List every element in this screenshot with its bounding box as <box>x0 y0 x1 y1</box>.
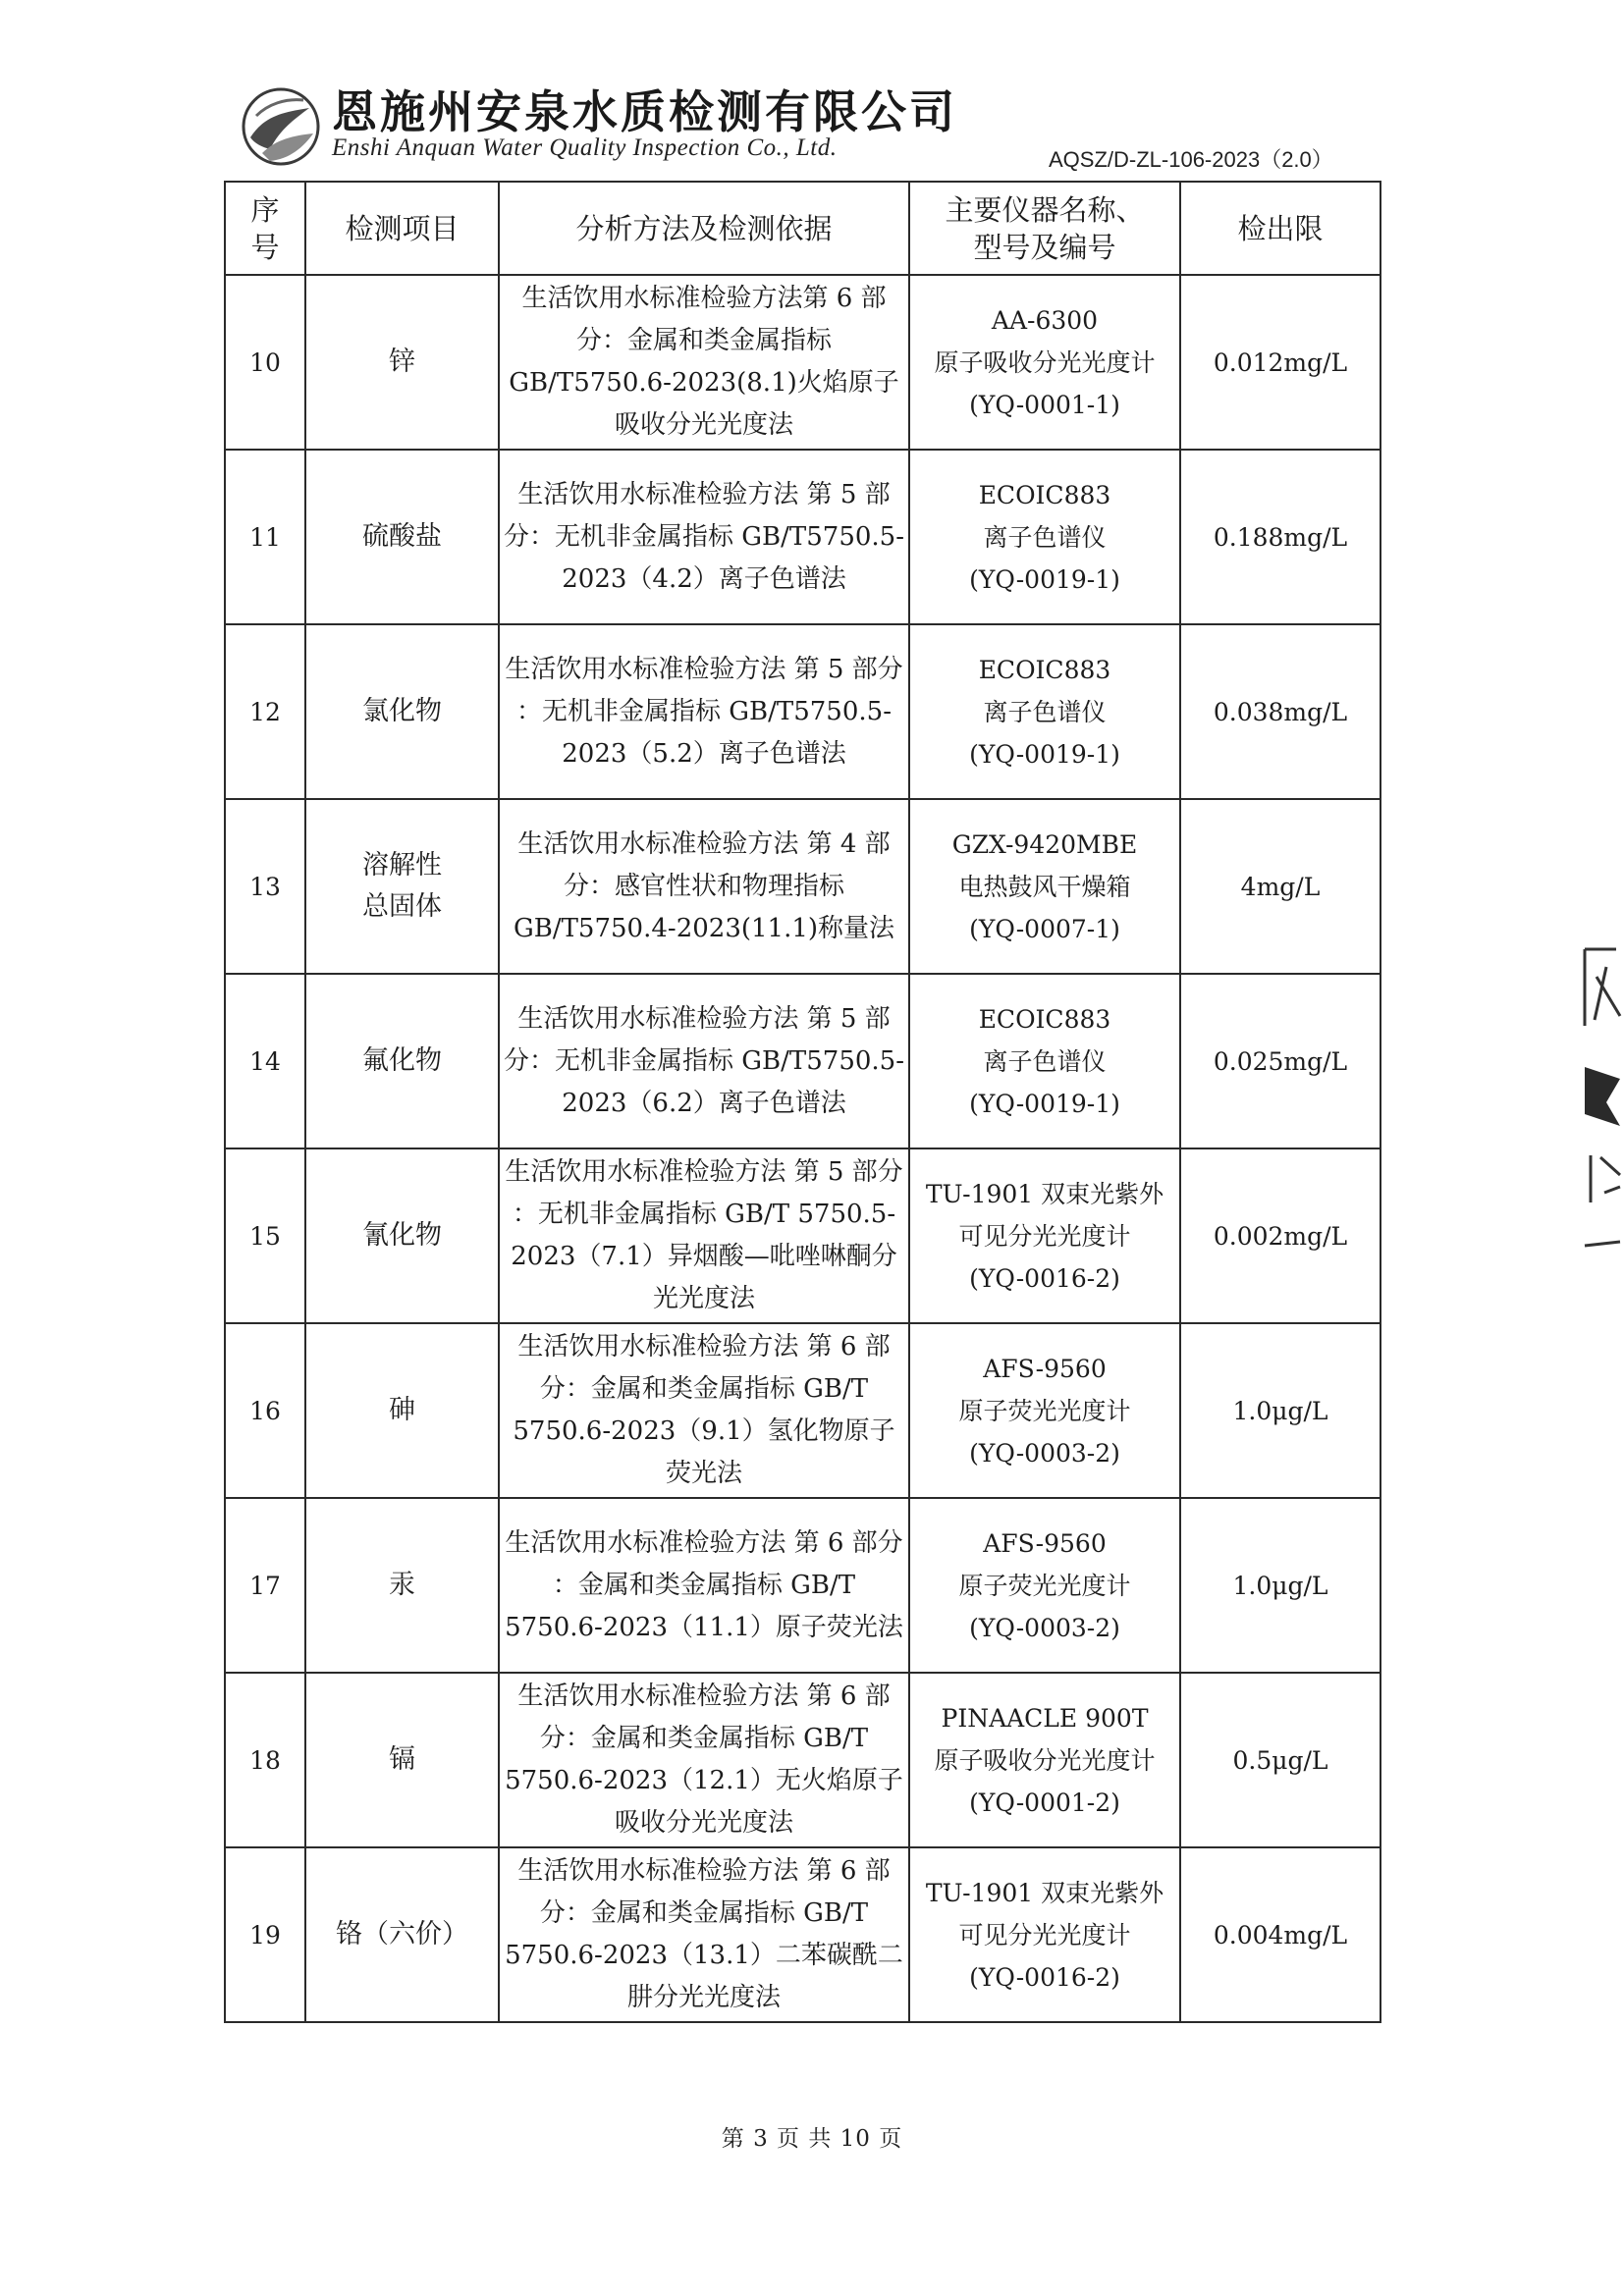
analysis-method-text: 生活饮用水标准检验方法 第 4 部分：感官性状和物理指标 GB/T5750.4-2023(11.1)称量法 <box>513 828 895 943</box>
analysis-method-cell <box>499 450 909 624</box>
row-number-text: 12 <box>249 697 281 726</box>
detection-limit-cell <box>1180 624 1380 799</box>
instrument-cell <box>909 799 1180 974</box>
test-methods-table <box>224 181 1381 2023</box>
instrument-cell <box>909 1847 1180 2022</box>
instrument-cell <box>909 1148 1180 1323</box>
document-code: AQSZ/D-ZL-106-2023（2.0） <box>1049 147 1333 172</box>
table-header-row <box>225 182 1380 275</box>
analysis-method-text: 生活饮用水标准检验方法 第 5 部分 ：无机非金属指标 GB/T 5750.5-2023（7.1）异烟酸—吡唑啉酮分光光度法 <box>505 1157 903 1313</box>
company-name-en: Enshi Anquan Water Quality Inspection Co., Ltd. <box>332 134 838 161</box>
row-number-text: 15 <box>249 1221 281 1251</box>
row-number-cell <box>225 974 305 1148</box>
detection-limit-cell <box>1180 1323 1380 1498</box>
company-name-cn: 恩施州安泉水质检测有限公司 <box>332 85 957 138</box>
detection-limit-cell <box>1180 799 1380 974</box>
row-number-text: 18 <box>249 1745 281 1775</box>
table-row <box>225 275 1380 450</box>
instrument-text: PINAACLE 900T 原子吸收分光光度计 (YQ-0001-2) <box>934 1703 1156 1817</box>
test-item-cell <box>305 1673 499 1847</box>
analysis-method-text: 生活饮用水标准检验方法 第 6 部分：金属和类金属指标 GB/T 5750.6-2023（13.1）二苯碳酰二肼分光光度法 <box>505 1856 903 2012</box>
analysis-method-cell <box>499 624 909 799</box>
instrument-cell <box>909 1673 1180 1847</box>
row-number-text: 11 <box>249 522 281 552</box>
col-header-limit: 检出限 <box>1180 182 1380 275</box>
table-row <box>225 1148 1380 1323</box>
analysis-method-cell <box>499 1323 909 1498</box>
table-row <box>225 1323 1380 1498</box>
table-row <box>225 799 1380 974</box>
test-item-text: 汞 <box>389 1570 415 1600</box>
row-number-text: 14 <box>249 1046 281 1076</box>
detection-limit-cell <box>1180 275 1380 450</box>
instrument-cell <box>909 974 1180 1148</box>
instrument-text: ECOIC883 离子色谱仪 (YQ-0019-1) <box>969 480 1120 594</box>
company-logo-icon <box>241 86 321 167</box>
row-number-cell <box>225 1673 305 1847</box>
detection-limit-text: 0.012mg/L <box>1213 347 1348 377</box>
analysis-method-cell <box>499 1148 909 1323</box>
row-number-cell <box>225 275 305 450</box>
test-item-cell <box>305 1498 499 1673</box>
col-header-no: 序号 <box>225 182 305 275</box>
row-number-cell <box>225 450 305 624</box>
test-item-text: 氯化物 <box>362 696 442 726</box>
row-number-text: 17 <box>249 1571 281 1600</box>
instrument-text: AFS-9560 原子荧光光度计 (YQ-0003-2) <box>958 1528 1131 1642</box>
analysis-method-cell <box>499 799 909 974</box>
detection-limit-text: 0.188mg/L <box>1213 522 1348 552</box>
table-row <box>225 624 1380 799</box>
detection-limit-text: 0.002mg/L <box>1213 1221 1348 1251</box>
table-row <box>225 1673 1380 1847</box>
detection-limit-text: 1.0μg/L <box>1232 1571 1328 1600</box>
detection-limit-cell <box>1180 1847 1380 2022</box>
test-item-cell <box>305 799 499 974</box>
test-item-cell <box>305 450 499 624</box>
table-row <box>225 1498 1380 1673</box>
col-header-instrument: 主要仪器名称、型号及编号 <box>909 182 1180 275</box>
row-number-text: 19 <box>249 1920 281 1949</box>
row-number-text: 13 <box>249 872 281 901</box>
edge-stamp-fragment <box>1577 947 1624 1252</box>
analysis-method-text: 生活饮用水标准检验方法 第 6 部分：金属和类金属指标 GB/T 5750.6-2023（9.1）氢化物原子荧光法 <box>513 1332 895 1488</box>
detection-limit-cell <box>1180 450 1380 624</box>
page-number: 第 3 页 共 10 页 <box>721 2126 903 2152</box>
instrument-cell <box>909 1498 1180 1673</box>
instrument-cell <box>909 275 1180 450</box>
instrument-text: TU-1901 双束光紫外 可见分光光度计 (YQ-0016-2) <box>925 1878 1164 1992</box>
row-number-cell <box>225 1323 305 1498</box>
detection-limit-text: 4mg/L <box>1240 872 1321 901</box>
test-item-text: 砷 <box>389 1395 415 1425</box>
test-item-cell <box>305 1847 499 2022</box>
row-number-cell <box>225 1498 305 1673</box>
detection-limit-text: 1.0μg/L <box>1232 1396 1328 1425</box>
row-number-text: 10 <box>249 347 281 377</box>
test-item-cell <box>305 974 499 1148</box>
test-item-text: 铬（六价） <box>336 1919 468 1949</box>
instrument-cell <box>909 624 1180 799</box>
analysis-method-text: 生活饮用水标准检验方法第 6 部分：金属和类金属指标 GB/T5750.6-2023(8.1)火焰原子吸收分光光度法 <box>509 284 899 440</box>
detection-limit-cell <box>1180 1148 1380 1323</box>
analysis-method-cell <box>499 974 909 1148</box>
detection-limit-text: 0.025mg/L <box>1213 1046 1348 1076</box>
page-header <box>0 0 1624 182</box>
table-row <box>225 1847 1380 2022</box>
test-item-text: 镉 <box>389 1744 415 1775</box>
row-number-cell <box>225 1847 305 2022</box>
table-row <box>225 450 1380 624</box>
analysis-method-cell <box>499 1498 909 1673</box>
test-item-text: 氟化物 <box>362 1045 442 1076</box>
analysis-method-text: 生活饮用水标准检验方法 第 5 部分：无机非金属指标 GB/T5750.5-2023（4.2）离子色谱法 <box>504 479 905 594</box>
instrument-cell <box>909 450 1180 624</box>
row-number-cell <box>225 624 305 799</box>
instrument-cell <box>909 1323 1180 1498</box>
instrument-text: TU-1901 双束光紫外 可见分光光度计 (YQ-0016-2) <box>925 1179 1164 1293</box>
analysis-method-text: 生活饮用水标准检验方法 第 5 部分：无机非金属指标 GB/T5750.5-2023（6.2）离子色谱法 <box>504 1003 905 1118</box>
analysis-method-cell <box>499 275 909 450</box>
test-item-text: 溶解性 总固体 <box>362 850 442 922</box>
detection-limit-cell <box>1180 1498 1380 1673</box>
detection-limit-text: 0.038mg/L <box>1213 697 1348 726</box>
test-item-text: 锌 <box>389 347 415 377</box>
col-header-item: 检测项目 <box>305 182 499 275</box>
table-row <box>225 974 1380 1148</box>
analysis-method-text: 生活饮用水标准检验方法 第 6 部分 ：金属和类金属指标 GB/T 5750.6-2023（11.1）原子荧光法 <box>505 1527 903 1642</box>
instrument-text: AA-6300 原子吸收分光光度计 (YQ-0001-1) <box>934 305 1156 419</box>
test-item-cell <box>305 1148 499 1323</box>
test-item-cell <box>305 1323 499 1498</box>
analysis-method-text: 生活饮用水标准检验方法 第 5 部分 ：无机非金属指标 GB/T5750.5-2023（5.2）离子色谱法 <box>505 654 903 769</box>
test-item-text: 氰化物 <box>362 1220 442 1251</box>
col-header-method: 分析方法及检测依据 <box>499 182 909 275</box>
instrument-text: GZX-9420MBE 电热鼓风干燥箱 (YQ-0007-1) <box>951 829 1138 943</box>
row-number-cell <box>225 1148 305 1323</box>
detection-limit-text: 0.004mg/L <box>1213 1920 1348 1949</box>
detection-limit-cell <box>1180 1673 1380 1847</box>
detection-limit-text: 0.5μg/L <box>1232 1745 1328 1775</box>
instrument-text: ECOIC883 离子色谱仪 (YQ-0019-1) <box>969 1004 1120 1118</box>
test-item-text: 硫酸盐 <box>362 521 442 552</box>
instrument-text: ECOIC883 离子色谱仪 (YQ-0019-1) <box>969 655 1120 769</box>
detection-limit-cell <box>1180 974 1380 1148</box>
row-number-cell <box>225 799 305 974</box>
analysis-method-cell <box>499 1673 909 1847</box>
analysis-method-cell <box>499 1847 909 2022</box>
test-item-cell <box>305 275 499 450</box>
analysis-method-text: 生活饮用水标准检验方法 第 6 部分：金属和类金属指标 GB/T 5750.6-2023（12.1）无火焰原子吸收分光光度法 <box>505 1682 903 1838</box>
test-item-cell <box>305 624 499 799</box>
instrument-text: AFS-9560 原子荧光光度计 (YQ-0003-2) <box>958 1354 1131 1468</box>
row-number-text: 16 <box>249 1396 281 1425</box>
table-body <box>225 275 1380 2022</box>
